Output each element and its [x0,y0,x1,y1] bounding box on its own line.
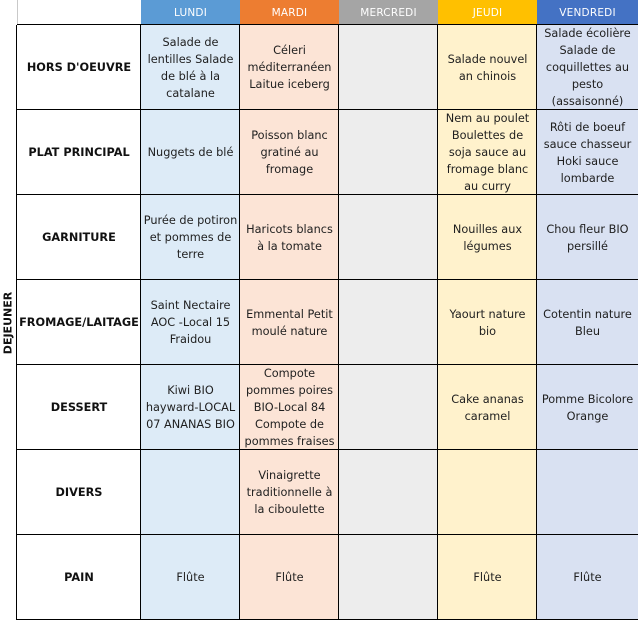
menu-cell [537,450,638,535]
grid-line [140,25,141,620]
grid-line [17,194,638,195]
row-label: HORS D'OEUVRE [17,25,141,110]
row-label: PLAT PRINCIPAL [17,110,141,195]
row-label: GARNITURE [17,195,141,280]
menu-cell [141,450,240,535]
grid-line [17,109,638,110]
menu-cell: Flûte [438,535,537,620]
menu-cell: Cotentin nature Bleu [537,280,638,365]
menu-cell: Céleri méditerranéen Laitue iceberg [240,25,339,110]
menu-cell [339,535,438,620]
menu-cell: Nouilles aux légumes [438,195,537,280]
menu-cell: Nem au poulet Boulettes de soja sauce au fromage blanc au curry [438,110,537,195]
header-corner [17,0,141,25]
grid-line [536,25,537,620]
menu-cell: Haricots blancs à la tomate [240,195,339,280]
menu-cell: Saint Nectaire AOC -Local 15 Fraidou [141,280,240,365]
menu-cell: Vinaigrette traditionnelle à la ciboulette [240,450,339,535]
row-label: FROMAGE/LAITAGE [17,280,141,365]
menu-cell: Kiwi BIO hayward-LOCAL 07 ANANAS BIO [141,365,240,450]
row-label: DESSERT [17,365,141,450]
grid-line [17,24,638,25]
meal-label: DEJEUNER [1,291,15,354]
day-header-mardi: MARDI [240,0,339,25]
menu-cell: Nuggets de blé [141,110,240,195]
grid-line [17,534,638,535]
menu-cell: Flûte [141,535,240,620]
day-header-mercredi: MERCREDI [339,0,438,25]
menu-cell [339,195,438,280]
menu-cell: Rôti de boeuf sauce chasseur Hoki sauce lombarde [537,110,638,195]
menu-cell: Cake ananas caramel [438,365,537,450]
menu-cell: Salade nouvel an chinois [438,25,537,110]
menu-cell: Salade écolière Salade de coquillettes au pesto (assaisonné) [537,25,638,110]
day-header-vendredi: VENDREDI [537,0,638,25]
grid-line [17,279,638,280]
meal-side-label [0,25,17,620]
day-header-jeudi: JEUDI [438,0,537,25]
menu-cell [339,110,438,195]
menu-cell: Chou fleur BIO persillé [537,195,638,280]
menu-cell: Flûte [240,535,339,620]
grid-line [338,25,339,620]
day-header-lundi: LUNDI [141,0,240,25]
row-label: PAIN [17,535,141,620]
menu-cell: Yaourt nature bio [438,280,537,365]
grid-line [17,449,638,450]
menu-cell: Poisson blanc gratiné au fromage [240,110,339,195]
menu-cell [339,280,438,365]
menu-cell: Flûte [537,535,638,620]
menu-cell: Purée de potiron et pommes de terre [141,195,240,280]
grid-line [437,25,438,620]
grid-line [17,0,18,25]
grid-line [239,25,240,620]
menu-cell [438,450,537,535]
row-label: DIVERS [17,450,141,535]
menu-cell: Emmental Petit moulé nature [240,280,339,365]
menu-cell [339,365,438,450]
menu-cell [339,450,438,535]
menu-cell: Salade de lentilles Salade de blé à la catalane [141,25,240,110]
grid-line [17,364,638,365]
menu-cell: Pomme Bicolore Orange [537,365,638,450]
menu-cell: Compote pommes poires BIO-Local 84 Compote de pommes fraises [240,365,339,450]
menu-cell [339,25,438,110]
